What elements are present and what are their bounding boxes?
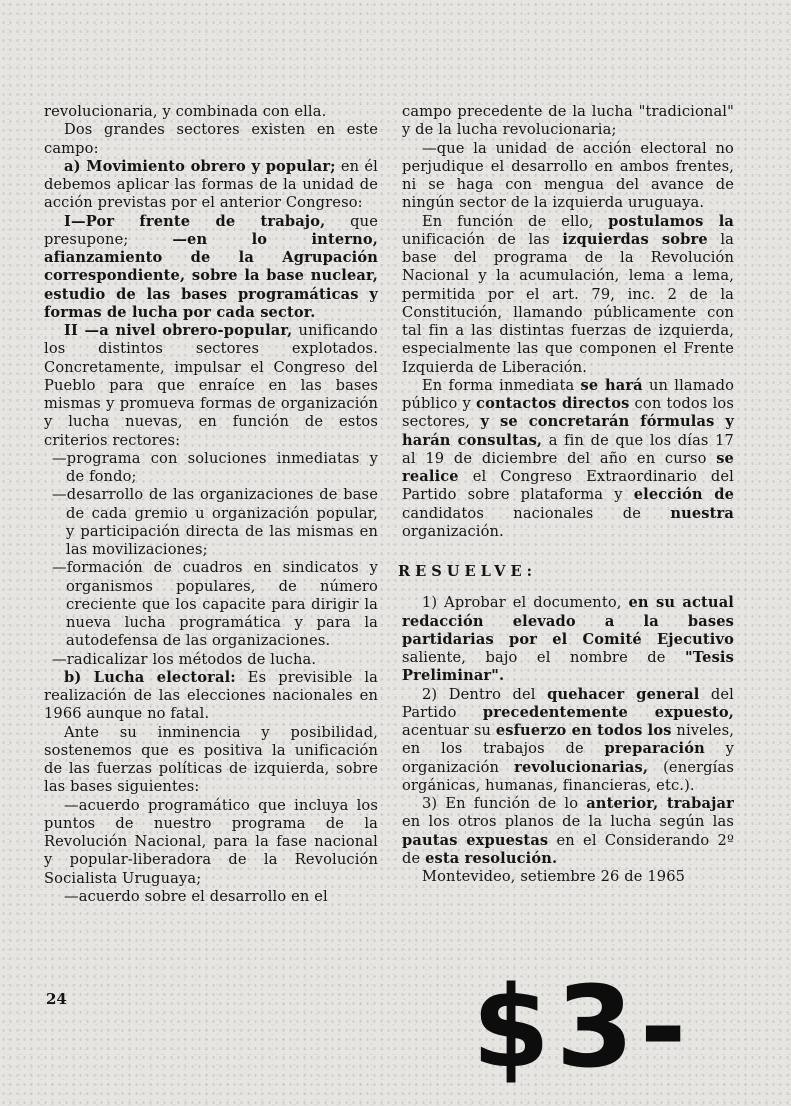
section-heading: RESUELVE: xyxy=(398,563,538,580)
paragraph: Ante su inminencia y posibilidad, sostenemos que es positiva la unificación de las fuerzas políticas de izquierda, sobre las bases siguientes: xyxy=(44,723,378,796)
paragraph-text: y organización xyxy=(402,740,735,776)
paragraph-bold-text: se realice xyxy=(402,449,734,485)
page-number: 24 xyxy=(46,990,67,1008)
section-label: I—Por frente de trabajo, xyxy=(64,212,326,230)
paragraph-bold-text: elección de xyxy=(633,486,735,504)
section-label: b) Lucha electoral: xyxy=(64,668,236,686)
paragraph-bold-text: preparación xyxy=(604,740,705,758)
paragraph-text: a fin de que los días 17 al 19 de diciembre del año en curso xyxy=(402,431,734,467)
paragraph-text: en los otros planos de la lucha según las xyxy=(402,813,734,831)
paragraph-text: (energías orgánicas, humanas, financieras, etc.). xyxy=(402,758,734,794)
paragraph: campo precedente de la lucha "tradicional" y de la lucha revolucionaria; xyxy=(402,103,734,139)
section-label: a) Movimiento obrero y popular; xyxy=(64,157,336,175)
section-label: II —a nivel obrero-popular, xyxy=(64,322,293,339)
resolution-item xyxy=(402,686,734,796)
paragraph-text: en el Considerando 2º de xyxy=(402,831,734,867)
resolution-item xyxy=(402,795,734,868)
paragraph: —acuerdo programático que incluya los puntos de nuestro programa de la Revolución Nacional, para la fase nacional y popular-liberadora de la Revolución Socialista Uruguaya; xyxy=(44,796,378,887)
list-item: —desarrollo de las organizaciones de base de cada gremio u organización popular, y participación directa de las mismas en las movilizaciones; xyxy=(52,486,378,558)
price-stamp: $3- xyxy=(472,963,693,1093)
list-item: —programa con soluciones inmediatas y de fondo; xyxy=(52,449,378,485)
paragraph-text: niveles, en los trabajos de xyxy=(402,722,734,758)
paragraph-bold-text: —en lo interno, afianzamiento de la Agrupación correspondiente, sobre la base nuclear, estudio de las bases programáticas y formas de lucha por cada sector. xyxy=(44,230,378,321)
paragraph xyxy=(44,669,378,724)
paragraph: —acuerdo sobre el desarrollo en el xyxy=(64,887,328,905)
paragraph-text: candidatos nacionales de xyxy=(402,504,671,522)
paragraph-text: con todos los sectores, xyxy=(402,395,734,431)
paragraph-text: un llamado público y xyxy=(402,376,735,412)
paragraph: revolucionaria, y combinada con ella. xyxy=(44,103,327,120)
list-item: —radicalizar los métodos de lucha. xyxy=(52,650,317,668)
paragraph-bold-text: se hará xyxy=(580,376,643,394)
paragraph-bold-text: esfuerzo en todos los xyxy=(495,722,672,739)
paragraph-bold-text: revolucionarias, xyxy=(514,758,649,776)
paragraph-text: el Congreso Extraordinario del Partido sobre plataforma y xyxy=(402,468,734,504)
paragraph: Dos grandes sectores existen en este campo: xyxy=(44,121,378,157)
paragraph-text: del Partido xyxy=(402,685,734,721)
paragraph-bold-text: postulamos la xyxy=(608,212,734,230)
paragraph: —que la unidad de acción electoral no perjudique el desarrollo en ambos frentes, ni se haga con mengua del avance de ningún sector de la izquierda uruguaya. xyxy=(402,139,734,212)
paragraph-bold-text: contactos directos xyxy=(476,395,630,412)
paragraph-text: que presupone; xyxy=(44,212,378,248)
paragraph-text: En función de ello, xyxy=(422,212,609,230)
paragraph-bold-text: "Tesis Preliminar". xyxy=(402,649,734,685)
paragraph-bold-text: en su actual redacción elevado a la bases partidarias por el Comité Ejecutivo xyxy=(402,594,734,648)
paragraph-bold-text: anterior, trabajar xyxy=(586,795,734,812)
paragraph-text: organización. xyxy=(402,522,504,540)
paragraph-text: unificación de las xyxy=(402,230,563,248)
paragraph-text: 1) Aprobar el documento, xyxy=(422,594,629,612)
paragraph-text: 2) Dentro del xyxy=(422,685,548,703)
paragraph xyxy=(402,377,734,541)
paragraph-text: 3) En función de lo xyxy=(422,795,587,812)
paragraph-text: en él debemos aplicar las formas de la unidad de acción previstas por el anterior Congreso: xyxy=(44,157,378,212)
paragraph-bold-text: quehacer general xyxy=(547,685,700,703)
list-item: —formación de cuadros en sindicatos y organismos populares, de número creciente que los capacite para dirigir la nueva lucha programática y para la autodefensa de las organizaciones. xyxy=(52,559,378,650)
resolution-item xyxy=(402,594,734,685)
paragraph-text: la base del programa de la Revolución Nacional y la acumulación, lema a lema, permitida por el art. 79, inc. 2 de la Constitución, llamando públicamente con tal fin a las distintas fuerzas de izquierda, especialmente las que componen el Frente Izquierda de Liberación. xyxy=(402,230,734,376)
paragraph-text: unificando los distintos sectores explotados. Concretamente, impulsar el Congreso del Pueblo para que enraíce en las bases mismas y promueva formas de organización y lucha nuevas, en función de estos criterios rectores: xyxy=(44,322,378,449)
paragraph-text: saliente, bajo el nombre de xyxy=(402,649,686,666)
paragraph-bold-text: precedentemente expuesto, xyxy=(482,703,734,721)
paragraph-bold-text: pautas expuestas xyxy=(402,831,549,849)
paragraph-bold-text: y se concretarán fórmulas y harán consultas, xyxy=(402,413,734,449)
paragraph-text: acentuar su xyxy=(402,722,496,739)
paragraph xyxy=(44,322,378,450)
paragraph-text: Es previsible la realización de las elecciones nacionales en 1966 aunque no fatal. xyxy=(44,668,378,723)
right-text-column xyxy=(398,103,735,886)
paragraph xyxy=(44,213,378,323)
paragraph-bold-text: esta resolución. xyxy=(425,849,558,867)
paragraph xyxy=(44,158,378,213)
left-text-column xyxy=(44,103,378,906)
date-line: Montevideo, setiembre 26 de 1965 xyxy=(422,868,686,885)
paragraph xyxy=(402,213,734,377)
paragraph-bold-text: izquierdas sobre xyxy=(562,230,708,248)
paragraph-text: En forma inmediata xyxy=(422,376,581,394)
paragraph-bold-text: nuestra xyxy=(670,504,734,522)
